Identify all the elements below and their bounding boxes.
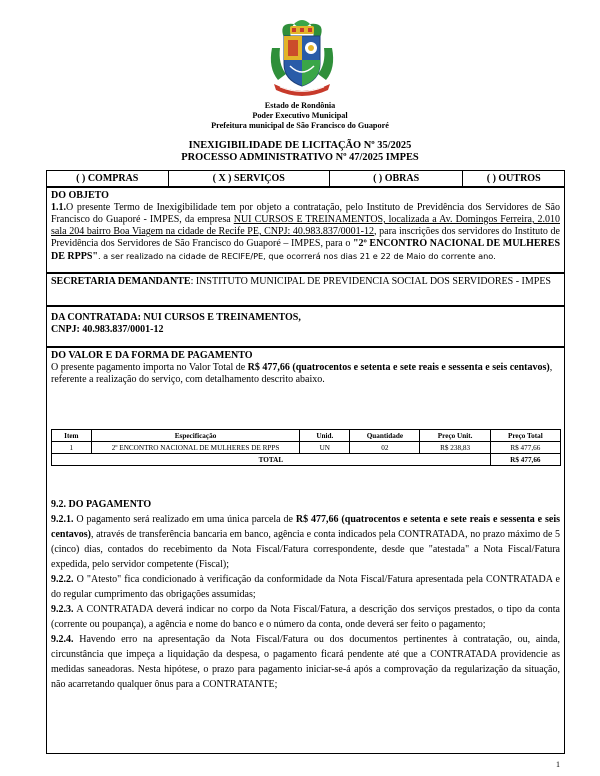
- section-valor: [47, 350, 564, 386]
- secretaria-label: SECRETARIA DEMANDANTE: [51, 276, 191, 287]
- contratada-line-1: DA CONTRATADA: NUI CURSOS E TREINAMENTOS,: [51, 312, 301, 323]
- clause-number: 9.2.1.: [51, 514, 74, 525]
- table-cell: 2º ENCONTRO NACIONAL DE MULHERES DE RPPS: [91, 442, 300, 454]
- type-outros-checkbox: ( ) OUTROS: [486, 173, 541, 184]
- total-label: TOTAL: [52, 454, 491, 466]
- table-header: Quantidade: [350, 430, 420, 442]
- section-contratada: [47, 312, 564, 336]
- valor-text-2: , referente a realização do serviço, com detalhamento descrito abaixo.: [51, 362, 553, 385]
- valor-text-1: O presente pagamento importa no Valor Total de: [51, 362, 248, 373]
- table-cell: 1: [52, 442, 92, 454]
- clause-number: 9.2.4.: [51, 634, 74, 645]
- clause-number: 9.2.3.: [51, 604, 74, 615]
- objeto-company: NUI CURSOS E TREINAMENTOS, localizada a Av. Domingos Ferreira, 2.010 sala 204 bairro Boa Viagem na cidade de Recife PE, CNPJ: 40.983.837/0001-12: [51, 214, 560, 237]
- table-row: [52, 442, 561, 454]
- contratada-line-2: CNPJ: 40.983.837/0001-12: [51, 324, 164, 335]
- divider: [47, 305, 564, 307]
- clause-text: O "Atesto" fica condicionado à verificação da conformidade da Nota Fiscal/Fatura apresentada pela CONTRATADA e do regular cumprimento das obrigações assumidas;: [51, 574, 560, 600]
- objeto-event: "2º ENCONTRO NACIONAL DE MULHERES DE RPPS": [51, 238, 560, 262]
- procurement-type-row: [47, 171, 564, 188]
- table-cell: R$ 238,83: [420, 442, 490, 454]
- table-header: Preço Total: [490, 430, 560, 442]
- pagamento-heading: 9.2. DO PAGAMENTO: [51, 499, 152, 510]
- section-pagamento: [47, 497, 564, 692]
- clause-text: Havendo erro na apresentação da Nota Fiscal/Fatura ou dos documentos pertinentes à contratação, ou, ainda, circunstância que impeça a liquidação da despesa, o pagamento ficará pendente até que a CONTRATADA providencie as medidas saneadoras. Nesta hipótese, o prazo para pagamento iniciar-se-á após a comprovação da regularização da situação, não acarretando qualquer ônus para a CONTRATANTE;: [51, 634, 560, 690]
- table-header: Item: [52, 430, 92, 442]
- table-header: Preço Unit.: [420, 430, 490, 442]
- objeto-text: [51, 202, 560, 263]
- section-secretaria: [47, 276, 564, 288]
- valor-text: [51, 362, 560, 386]
- clause-text: A CONTRATADA deverá indicar no corpo da Nota Fiscal/Fatura, a descrição dos serviços prestados, o tipo da conta (corrente ou poupança), a agência e nome do banco e o número da conta, onde deverá ser feito o pagamento;: [51, 604, 560, 630]
- state-name: Estado de Rondônia: [264, 101, 336, 110]
- divider: [47, 346, 564, 348]
- table-cell: 02: [350, 442, 420, 454]
- divider: [47, 272, 564, 274]
- prefecture-name: Prefeitura municipal de São Francisco do Guaporé: [211, 121, 389, 130]
- objeto-text-2: , para inscrições dos servidores do Instituto de Previdência dos Servidores de São Francisco do Guaporé – IMPES, para o: [51, 226, 560, 249]
- clause-text: O pagamento será realizado em uma única parcela de: [73, 514, 296, 525]
- table-header-row: [52, 430, 561, 442]
- pagamento-clause-1: [51, 512, 560, 572]
- secretaria-value: : INSTITUTO MUNICIPAL DE PREVIDENCIA SOCIAL DOS SERVIDORES - IMPES: [190, 276, 551, 287]
- clause-number: 9.2.2.: [51, 574, 74, 585]
- type-obras-checkbox: ( ) OBRAS: [330, 171, 463, 186]
- valor-heading: DO VALOR E DA FORMA DE PAGAMENTO: [51, 350, 253, 361]
- municipal-coat-of-arms-emblem: [264, 18, 340, 98]
- table-cell: R$ 477,66: [490, 442, 560, 454]
- table-header: Unid.: [300, 430, 350, 442]
- table-total-row: [52, 454, 561, 466]
- pagamento-clause-2: [51, 572, 560, 602]
- clause-amount: R$ 477,66 (quatrocentos e setenta e sete reais e sessenta e seis centavos): [51, 514, 561, 540]
- objeto-number: 1.1.: [51, 202, 66, 213]
- executive-power: Poder Executivo Municipal: [252, 111, 348, 120]
- document-frame: [46, 170, 565, 754]
- objeto-heading: DO OBJETO: [51, 190, 109, 201]
- document-title: INEXIGIBILIDADE DE LICITAÇÃO Nº 35/2025: [188, 140, 412, 151]
- table-cell: UN: [300, 442, 350, 454]
- clause-text: , através de transferência bancaria em banco, agência e conta indicados pela CONTRATADA, no prazo máximo de 5 (cinco) dias, contados do recebimento da Nota Fiscal/Fatura correspondente, desde que "atestada" a Nota Fiscal/Fatura expedida, pelo servidor competente (Fiscal);: [51, 529, 560, 570]
- type-servicos-checkbox: ( X ) SERVIÇOS: [169, 171, 330, 186]
- valor-amount: R$ 477,66 (quatrocentos e setenta e sete reais e sessenta e seis centavos): [247, 362, 550, 373]
- page-number: 1: [556, 760, 560, 769]
- process-number: PROCESSO ADMINISTRATIVO Nº 47/2025 IMPES: [181, 152, 419, 163]
- total-value: R$ 477,66: [490, 454, 560, 466]
- pagamento-clause-4: [51, 632, 560, 692]
- type-compras-checkbox: ( ) COMPRAS: [47, 171, 169, 186]
- table-header: Especificação: [91, 430, 300, 442]
- items-table: [51, 429, 561, 466]
- pagamento-clause-3: [51, 602, 560, 632]
- objeto-text-3: . a ser realizado na cidade de RECIFE/PE, que ocorrerá nos dias 21 e 22 de Maio do corrente ano.: [97, 251, 496, 261]
- objeto-text-1: O presente Termo de Inexigibilidade tem por objeto a contratação, pelo Instituto de Previdência dos Servidores de São Francisco do Guaporé - IMPES, da empresa: [51, 202, 560, 225]
- section-objeto: [47, 190, 564, 263]
